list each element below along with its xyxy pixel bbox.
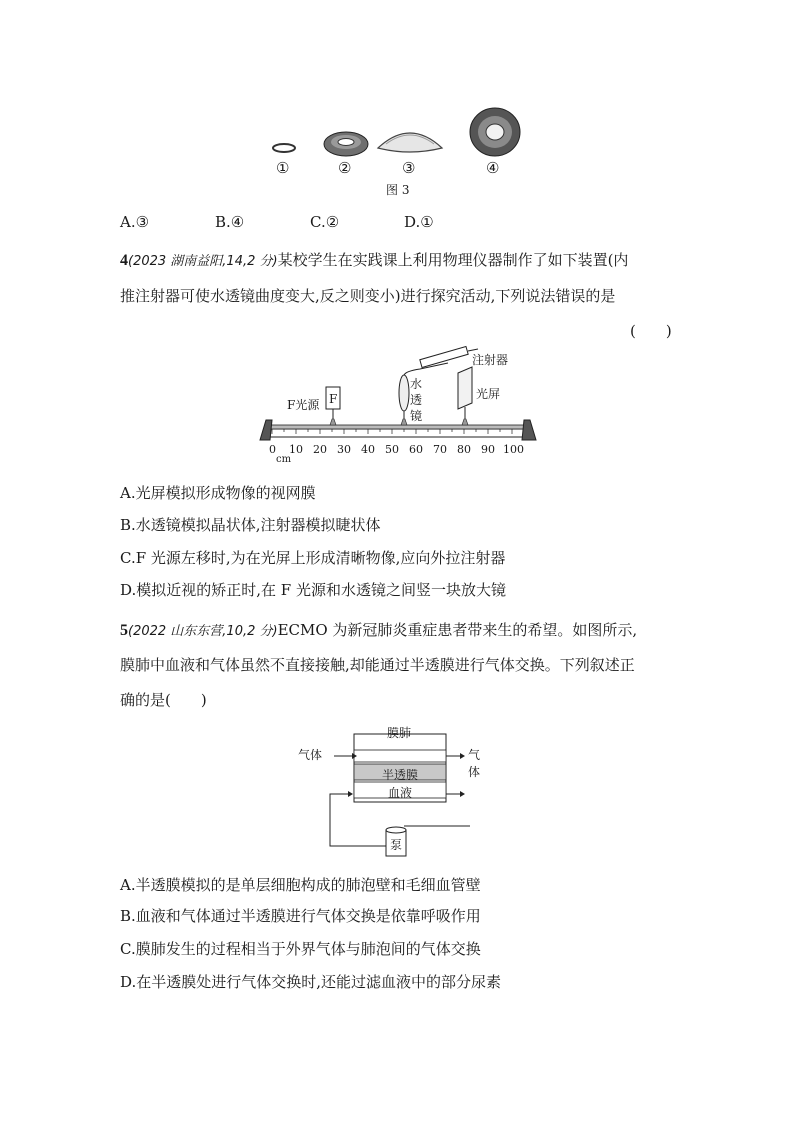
membrane-lung-label: 膜肺 [387,726,412,740]
q4-number: 4 [120,252,128,269]
semipermeable-membrane-label: 半透膜 [382,768,419,782]
ruler-tick-50: 50 [385,443,399,456]
q5-number: 5 [120,622,128,639]
q4-option-c: C.F 光源左移时,为在光屏上形成清晰物像,应向外拉注射器 [120,549,506,567]
q5-option-a: A.半透膜模拟的是单层细胞构成的肺泡壁和毛细血管壁 [120,876,481,894]
ruler-tick-20: 20 [313,443,327,456]
q4-option-b: B.水透镜模拟晶状体,注射器模拟睫状体 [120,516,381,534]
q3-option-d: D.① [404,213,434,231]
water-lens-label-1: 水 [410,377,423,391]
ruler-tick-90: 90 [481,443,495,456]
q4-stem-line-2: 推注射器可使水透镜曲度变大,反之则变小)进行探究活动,下列说法错误的是 [120,287,616,305]
q5-source: (2022 山东东营,10,2 分) [128,624,278,639]
figure-3-label-4: ④ [486,159,500,177]
q4-option-d: D.模拟近视的矫正时,在 F 光源和水透镜之间竖一块放大镜 [120,581,506,599]
q5-stem-text-1: ECMO 为新冠肺炎重症患者带来生的希望。如图所示, [277,621,638,639]
ruler-tick-70: 70 [433,443,447,456]
q3-option-b: B.④ [215,213,245,231]
gas-out-label: 气体 [468,748,481,779]
q5-option-b: B.血液和气体通过半透膜进行气体交换是依靠呼吸作用 [120,907,481,925]
q4-stem-line-1 [120,250,628,272]
ruler-tick-80: 80 [457,443,471,456]
ruler-tick-30: 30 [337,443,351,456]
q4-stem-text-1: 某校学生在实践课上利用物理仪器制作了如下装置(内 [277,251,629,269]
gas-in-label: 气体 [298,748,323,762]
q4-answer-bracket: ( ) [630,322,672,340]
pump-label: 泵 [390,838,403,852]
q3-option-a: A.③ [120,213,150,231]
ruler-tick-10: 10 [289,443,303,456]
q3-option-c: C.② [310,213,340,231]
ruler-unit: cm [276,454,292,465]
q5-stem-line-1 [120,620,637,642]
q5-stem-line-3: 确的是( ) [120,691,207,709]
ecmo-svg [296,722,476,862]
q5-ecmo-diagram [296,722,481,862]
figure-3-label-3: ③ [402,159,416,177]
q5-option-c: C.膜肺发生的过程相当于外界气体与肺泡间的气体交换 [120,940,481,958]
ruler-tick-100: 100 [503,443,524,456]
figure-3 [260,100,540,195]
q5-option-d: D.在半透膜处进行气体交换时,还能过滤血液中的部分尿素 [120,973,502,991]
q4-source: (2023 湖南益阳,14,2 分) [128,254,278,269]
blood-label: 血液 [388,786,413,800]
q4-option-a: A.光屏模拟形成物像的视网膜 [120,484,316,502]
light-source-letter: F [329,392,338,406]
q5-stem-line-2: 膜肺中血液和气体虽然不直接接触,却能通过半透膜进行气体交换。下列叙述正 [120,656,635,674]
figure-3-label-2: ② [338,159,352,177]
figure-3-caption: 图 3 [386,183,410,197]
ruler-tick-0: 0 [269,443,276,456]
figure-3-label-1: ① [276,159,290,177]
ruler-tick-40: 40 [361,443,375,456]
water-lens-label-2: 透 [410,393,423,407]
ruler-tick-60: 60 [409,443,423,456]
screen-label: 光屏 [476,387,501,401]
water-lens-label-3: 镜 [410,409,423,423]
syringe-label: 注射器 [472,353,509,367]
light-source-label: F光源 [287,398,320,412]
q4-optical-bench-diagram [240,345,550,465]
